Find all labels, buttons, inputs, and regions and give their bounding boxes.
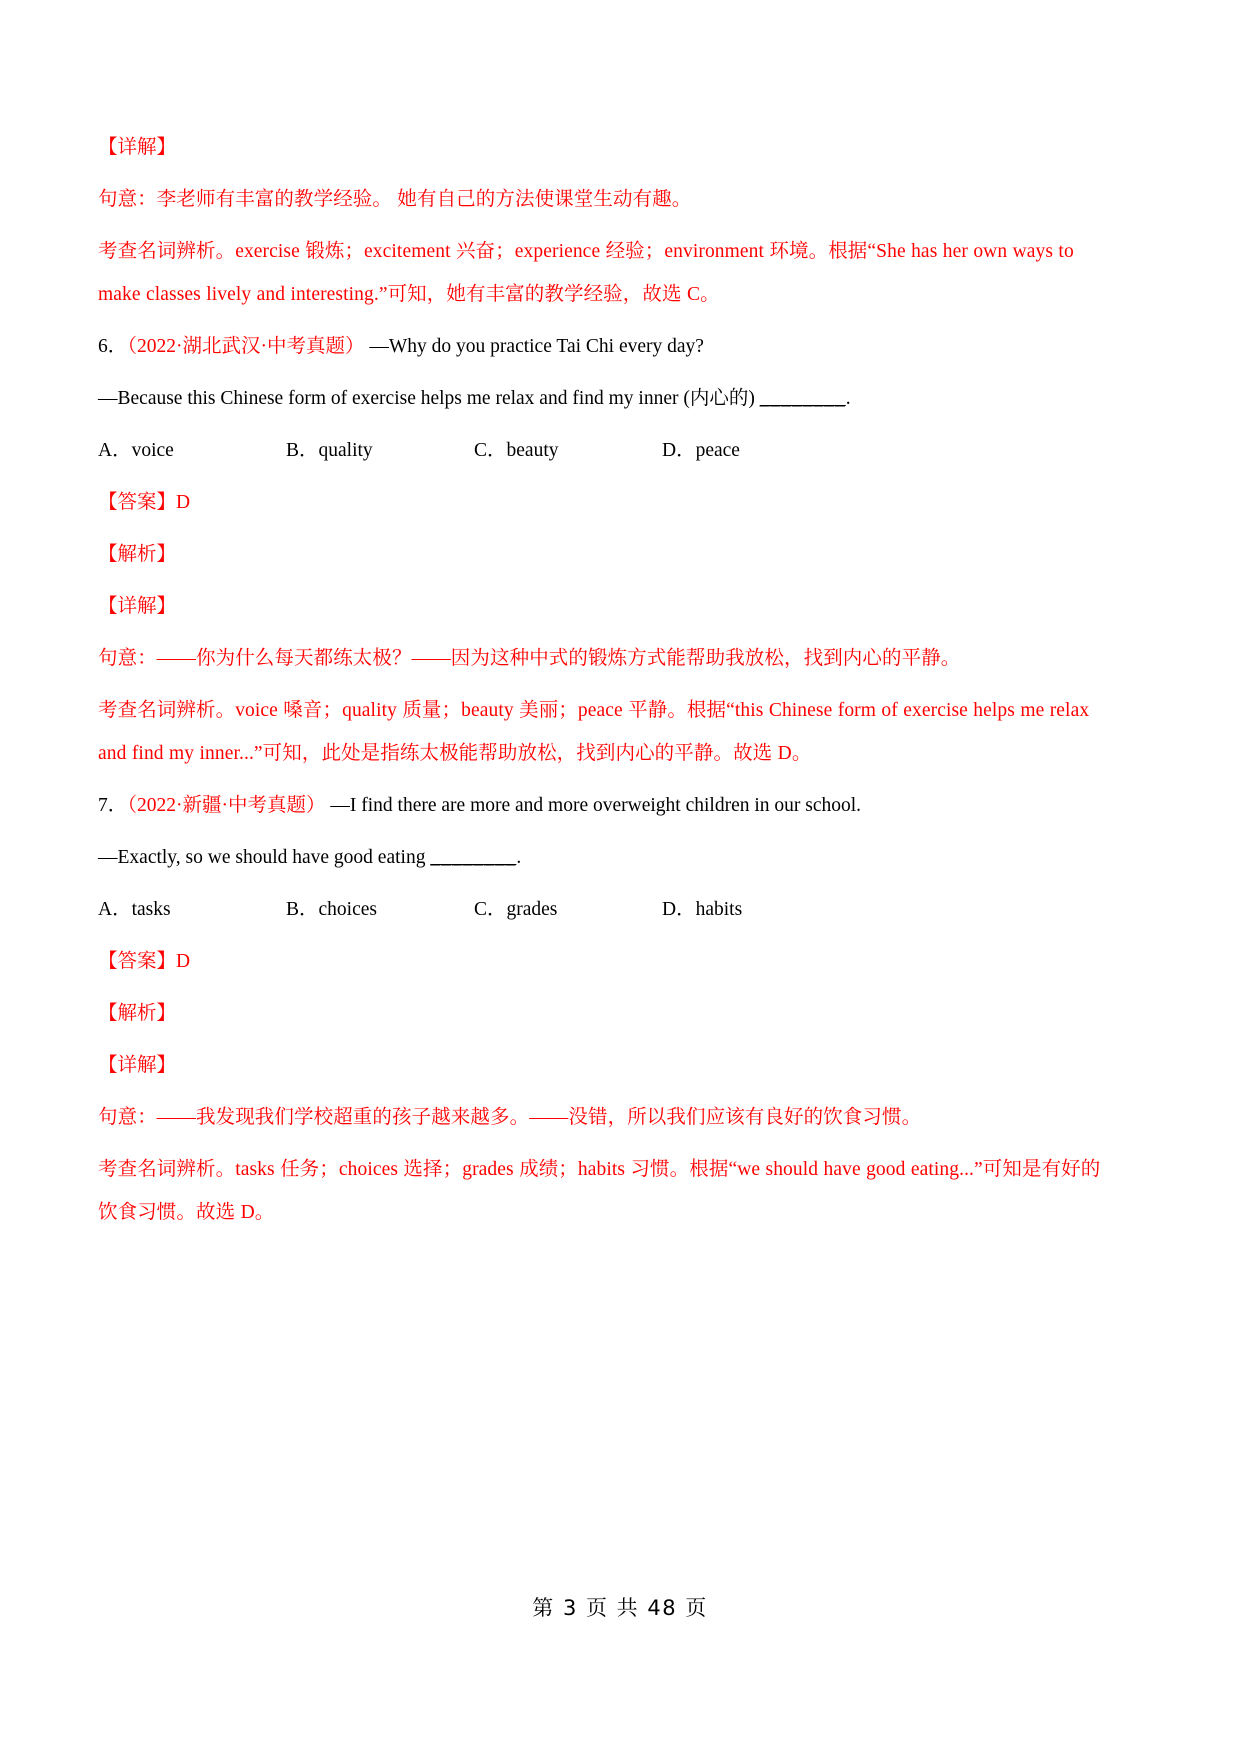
question-6-options	[98, 429, 1108, 472]
question-6-detail-tag: 【详解】	[98, 596, 177, 617]
question-7-stem-line-1	[98, 784, 1108, 827]
page-number-text: 第 3 页 共 48 页	[532, 1596, 708, 1620]
question-6-answer-label: 【答案】	[98, 492, 177, 513]
question-6-option-b[interactable]: B．quality	[286, 440, 373, 461]
question-7-option-a[interactable]: A．tasks	[98, 899, 171, 920]
q5-detail-tag: 【详解】	[98, 137, 177, 158]
question-6-stem-line-2	[98, 377, 1108, 420]
page-content	[98, 126, 1108, 1243]
question-7-option-c[interactable]: C．grades	[474, 899, 558, 920]
question-6-explain-tag: 【解析】	[98, 544, 177, 565]
question-6-stem-text-1: —Why do you practice Tai Chi every day?	[369, 336, 704, 357]
question-6-answer-blank: ________	[759, 388, 846, 409]
question-7-stem-line-2	[98, 836, 1108, 879]
question-7-stem-text-2-post: .	[516, 847, 522, 868]
question-7-answer-value: D	[176, 951, 191, 972]
question-7-stem-text-2-pre: —Exactly, so we should have good eating	[98, 847, 431, 868]
question-7-answer-row	[98, 940, 1108, 983]
question-6-meaning-paragraph: 句意：——你为什么每天都练太极？——因为这种中式的锻炼方式能帮助我放松，找到内心的平静。	[98, 648, 961, 669]
question-6-stem-text-2-post: .	[845, 388, 851, 409]
question-7-answer-blank: ________	[430, 847, 517, 868]
question-6-answer-value: D	[176, 492, 191, 513]
question-7-option-d[interactable]: D．habits	[662, 899, 743, 920]
question-6-source: （2022·湖北武汉·中考真题）	[127, 336, 365, 357]
question-7-option-b[interactable]: B．choices	[286, 899, 377, 920]
question-6-option-d[interactable]: D．peace	[662, 440, 740, 461]
question-7-explain-tag: 【解析】	[98, 1003, 177, 1024]
question-6-option-a[interactable]: A．voice	[98, 440, 174, 461]
q5-analysis-paragraph: 考查名词辨析。exercise 锻炼；excitement 兴奋；experience 经验；environment 环境。根据“She has her own ways to make classes lively and interesting.”可知，她有丰富的教学经验，故选 C。	[98, 241, 1074, 305]
question-7-detail-tag: 【详解】	[98, 1055, 177, 1076]
question-7-stem-text-1: —I find there are more and more overweight children in our school.	[330, 795, 862, 816]
question-6-number: 6．	[98, 336, 128, 357]
question-7-number: 7．	[98, 795, 128, 816]
question-7-analysis-paragraph: 考查名词辨析。tasks 任务；choices 选择；grades 成绩；habits 习惯。根据“we should have good eating...”可知是有好的饮食习惯。故选 D。	[98, 1159, 1101, 1223]
question-7-meaning-paragraph: 句意：——我发现我们学校超重的孩子越来越多。——没错，所以我们应该有良好的饮食习惯。	[98, 1107, 922, 1128]
question-6-answer-row	[98, 481, 1108, 524]
question-6-option-c[interactable]: C．beauty	[474, 440, 559, 461]
question-6-stem-text-2-pre: —Because this Chinese form of exercise helps me relax and find my inner (内心的)	[98, 388, 760, 409]
question-7-answer-label: 【答案】	[98, 951, 177, 972]
q5-meaning-paragraph: 句意：李老师有丰富的教学经验。 她有自己的方法使课堂生动有趣。	[98, 189, 692, 210]
question-7-options	[98, 888, 1108, 931]
page-footer	[0, 1592, 1240, 1622]
question-6-analysis-paragraph: 考查名词辨析。voice 嗓音；quality 质量；beauty 美丽；peace 平静。根据“this Chinese form of exercise helps me relax and find my inner...”可知，此处是指练太极能帮助放松，找到内心的平静。故选 D。	[98, 700, 1090, 764]
question-7-source: （2022·新疆·中考真题）	[127, 795, 326, 816]
question-6-stem-line-1	[98, 325, 1108, 368]
